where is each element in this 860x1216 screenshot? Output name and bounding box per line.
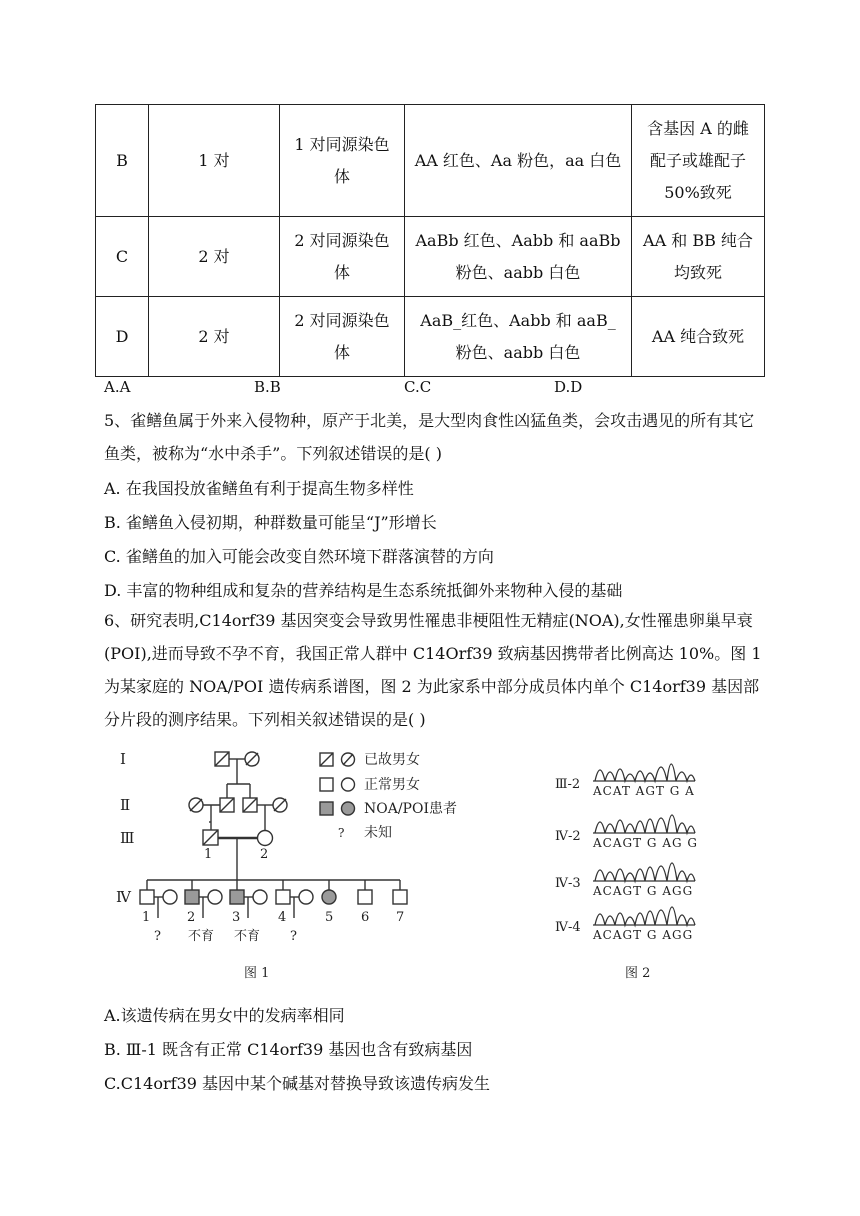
q6-option-b[interactable]: B. Ⅲ-1 既含有正常 C14orf39 基因也含有致病基因 [104, 1040, 473, 1059]
legend-label: 未知 [364, 825, 392, 841]
legend-label: 正常男女 [364, 777, 420, 793]
q6-option-c[interactable]: C.C14orf39 基因中某个碱基对替换导致该遗传病发生 [104, 1074, 491, 1093]
table-row [96, 297, 765, 377]
legend-label: NOA/POI患者 [364, 801, 457, 817]
unknown-note: ? [290, 929, 297, 944]
answer-choice[interactable]: A.A [104, 378, 131, 396]
question-6-stem: 6、研究表明,C14orf39 基因突变会导致男性罹患非梗阻性无精症(NOA),女性罹患卵巢早衰(POI),进而导致不孕不育，我国正常人群中 C14Orf39 致病基因携带者比例高达 10%。图 1 为某家庭的 NOA/POI 遗传病系谱图，图 2 为此家系中部分成员体内单个 C14orf39 基因部分片段的测序结果。下列相关叙述错误的是( ) [104, 611, 762, 729]
individual-number: 5 [325, 910, 334, 925]
sequence-text: ACAGT G AGG [593, 928, 694, 942]
gene-pairs-cell: 2 对 [149, 297, 280, 377]
chromatogram-trace [593, 907, 695, 925]
answer-choice[interactable]: C.C [404, 378, 432, 396]
lethal-cell: AA 纯合致死 [632, 297, 765, 377]
phenotype-cell: AaBb 红色、Aabb 和 aaBb 粉色、aabb 白色 [405, 217, 632, 297]
lethal-cell: 含基因 A 的雌配子或雄配子50%致死 [632, 105, 765, 217]
sequence-text: ACAT AGT G A [593, 784, 695, 798]
option-cell: B [96, 105, 149, 217]
gene-pairs-cell: 1 对 [149, 105, 280, 217]
track-label: Ⅲ-2 [555, 777, 581, 792]
q6-option-a[interactable]: A.该遗传病在男女中的发病率相同 [104, 1006, 345, 1025]
individual-number: 7 [396, 910, 405, 925]
q5-option-a[interactable]: A. 在我国投放雀鳝鱼有利于提高生物多样性 [104, 479, 414, 498]
legend-label: 已故男女 [364, 752, 420, 768]
generation-label: Ⅲ [120, 829, 135, 847]
figure-1-caption: 图 1 [244, 966, 270, 980]
individual-number: 2 [187, 910, 196, 925]
sequencing-figure [545, 745, 735, 985]
lethal-cell: AA 和 BB 纯合均致死 [632, 217, 765, 297]
option-cell: C [96, 217, 149, 297]
generation-label: Ⅰ [120, 750, 126, 768]
answer-choice[interactable]: B.B [254, 378, 281, 396]
phenotype-cell: AaB_红色、Aabb 和 aaB_粉色、aabb 白色 [405, 297, 632, 377]
unknown-note: ? [154, 929, 161, 944]
infertile-note: 不育 [188, 929, 215, 944]
option-cell: D [96, 297, 149, 377]
infertile-note: 不育 [234, 929, 261, 944]
q5-option-c[interactable]: C. 雀鳝鱼的加入可能会改变自然环境下群落演替的方向 [104, 547, 494, 566]
location-cell: 1 对同源染色体 [280, 105, 405, 217]
affected-female-symbol [342, 802, 355, 815]
table-row [96, 105, 765, 217]
answer-choice[interactable]: D.D [554, 378, 583, 396]
individual-number: 6 [361, 910, 370, 925]
sequence-text: ACAGT G AG G [593, 836, 698, 850]
q5-option-b[interactable]: B. 雀鳝鱼入侵初期，种群数量可能呈“J”形增长 [104, 513, 437, 532]
individual-number: 4 [278, 910, 287, 925]
individual-number: 2 [260, 847, 269, 862]
location-cell: 2 对同源染色体 [280, 217, 405, 297]
individual-number: 1 [204, 847, 213, 862]
individual-number: 3 [232, 910, 241, 925]
track-label: Ⅳ-3 [555, 876, 581, 891]
q5-option-d[interactable]: D. 丰富的物种组成和复杂的营养结构是生态系统抵御外来物种入侵的基础 [104, 581, 623, 600]
chromatogram-trace [593, 764, 695, 781]
chromatogram-trace [593, 863, 695, 881]
individual-number: 1 [142, 910, 151, 925]
generation-label: Ⅳ [116, 888, 131, 906]
phenotype-cell: AA 红色、Aa 粉色，aa 白色 [405, 105, 632, 217]
gene-pairs-cell: 2 对 [149, 217, 280, 297]
generation-label: Ⅱ [120, 796, 131, 814]
pedigree-figure [110, 740, 490, 980]
table-row [96, 217, 765, 297]
track-label: Ⅳ-4 [555, 920, 581, 935]
sequence-text: ACAGT G AGG [593, 884, 694, 898]
location-cell: 2 对同源染色体 [280, 297, 405, 377]
normal-male-symbol [320, 778, 333, 791]
options-table [95, 104, 765, 377]
affected-male-symbol [320, 802, 333, 815]
normal-female-symbol [342, 778, 355, 791]
legend-unknown-mark: ? [338, 826, 345, 840]
chromatogram-trace [593, 815, 695, 833]
question-5-stem: 5、雀鳝鱼属于外来入侵物种，原产于北美，是大型肉食性凶猛鱼类，会攻击遇见的所有其它鱼类，被称为“水中杀手”。下列叙述错误的是( ) [104, 411, 755, 463]
track-label: Ⅳ-2 [555, 829, 581, 844]
figure-2-caption: 图 2 [625, 966, 651, 981]
